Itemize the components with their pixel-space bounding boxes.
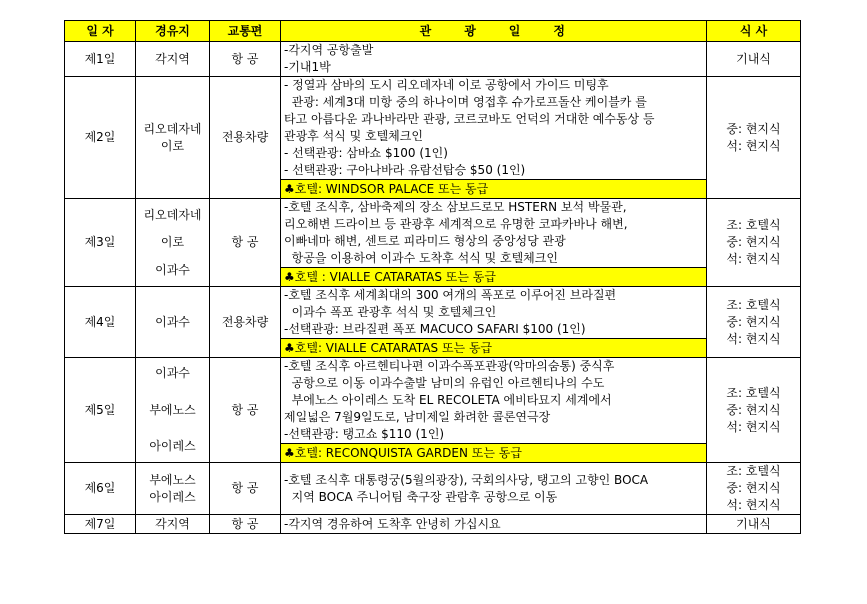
- route-stack: [139, 121, 206, 155]
- route-cell: [136, 77, 210, 199]
- hotel-cell: ♣호텔 : VIALLE CATARATAS 또는 동급: [281, 268, 707, 287]
- route-cell: [136, 42, 210, 77]
- route-line: 리오데자네: [143, 121, 202, 136]
- route-line: 이과수: [155, 262, 190, 277]
- meals-cell: [707, 42, 801, 77]
- meal-line: 중: 현지식: [726, 121, 781, 136]
- route-stack: [139, 516, 206, 533]
- meals-cell: [707, 199, 801, 287]
- hotel-cell: ♣호텔: WINDSOR PALACE 또는 동급: [281, 180, 707, 199]
- transport-cell: 항 공: [210, 463, 281, 515]
- schedule-line: 타고 아름다운 과나바라만 관광, 코르코바도 언덕의 거대한 예수동상 등: [284, 112, 655, 126]
- header-route: 경유지: [136, 21, 210, 42]
- schedule-line: -호텔 조식후, 삼바축제의 장소 삼보드로모 HSTERN 보석 박물관,: [284, 200, 627, 214]
- route-stack: [139, 51, 206, 68]
- day-cell: 제1일: [65, 42, 136, 77]
- transport-cell: 전용차량: [210, 287, 281, 358]
- schedule-line: -선택관광: 탱고쇼 $110 (1인): [284, 427, 445, 441]
- header-row: [65, 21, 801, 42]
- day-cell: 제2일: [65, 77, 136, 199]
- schedule-line: -기내1박: [284, 60, 331, 74]
- route-stack: [139, 365, 206, 455]
- meal-line: 조: 호텔식: [726, 297, 781, 312]
- schedule-line: -각지역 경유하여 도착후 안녕히 가십시요: [284, 516, 501, 531]
- schedule-line: -각지역 공항출발: [284, 43, 374, 57]
- schedule-cell: [281, 515, 707, 534]
- schedule-line: 지역 BOCA 주니어팀 축구장 관람후 공항으로 이동: [284, 489, 558, 504]
- schedule-cell: [281, 77, 707, 180]
- route-line: 아이레스: [149, 439, 196, 453]
- route-line: 이과수: [155, 366, 190, 380]
- day-cell: 제7일: [65, 515, 136, 534]
- schedule-line: 부에노스 아이레스 도착 EL RECOLETA 에비타묘지 세계에서: [284, 393, 612, 407]
- route-stack: [139, 207, 206, 279]
- schedule-line: -호텔 조식후 세계최대의 300 여개의 폭포로 이루어진 브라질편: [284, 288, 617, 302]
- meals-cell: [707, 515, 801, 534]
- itinerary-table: [64, 20, 801, 534]
- schedule-line: -호텔 조식후 대통령궁(5월의광장), 국회의사당, 탱고의 고향인 BOCA: [284, 472, 649, 487]
- route-line: 이로: [160, 235, 185, 249]
- schedule-line: 항공을 이용하여 이과수 도착후 석식 및 호텔체크인: [284, 251, 558, 265]
- schedule-line: 공항으로 이동 이과수출발 남미의 유럽인 아르헨티나의 수도: [284, 376, 605, 390]
- meal-line: 석: 현지식: [726, 138, 781, 153]
- meal-line: 기내식: [736, 516, 771, 531]
- route-line: 각지역: [155, 51, 190, 66]
- meals-cell: [707, 463, 801, 515]
- schedule-line: 이과수 폭포 관광후 석식 및 호텔체크인: [284, 305, 497, 319]
- meals-cell: [707, 77, 801, 199]
- schedule-line: - 선택관광: 삼바쇼 $100 (1인): [284, 146, 448, 160]
- day-cell: 제4일: [65, 287, 136, 358]
- header-schedule: 관 광 일 정: [281, 21, 707, 42]
- meal-line: 조: 호텔식: [726, 464, 781, 478]
- route-cell: [136, 463, 210, 515]
- day-row: [65, 77, 801, 180]
- route-cell: [136, 199, 210, 287]
- schedule-line: -호텔 조식후 아르헨티나편 이과수폭포관광(악마의숨통) 중식후: [284, 359, 615, 373]
- route-cell: [136, 358, 210, 463]
- meal-line: 중: 현지식: [726, 402, 781, 417]
- day-row: [65, 199, 801, 268]
- meal-line: 기내식: [736, 51, 771, 66]
- meal-line: 조: 호텔식: [726, 218, 781, 232]
- schedule-line: - 선택관광: 구아나바라 유람선탑승 $50 (1인): [284, 163, 526, 177]
- hotel-cell: ♣호텔: RECONQUISTA GARDEN 또는 동급: [281, 444, 707, 463]
- day-row: [65, 515, 801, 534]
- route-line: 부에노스: [149, 472, 196, 487]
- header-day: 일 자: [65, 21, 136, 42]
- meal-line: 석: 현지식: [726, 331, 781, 346]
- schedule-line: - 정열과 삼바의 도시 리오데자네 이로 공항에서 가이드 미팅후: [284, 78, 609, 92]
- meal-line: 중: 현지식: [726, 235, 781, 249]
- day-row: [65, 42, 801, 77]
- meal-line: 중: 현지식: [726, 314, 781, 329]
- route-cell: [136, 287, 210, 358]
- route-line: 아이레스: [149, 489, 196, 504]
- schedule-line: 리오해변 드라이브 등 관광후 세계적으로 유명한 코파카바나 해변,: [284, 217, 628, 231]
- transport-cell: 항 공: [210, 42, 281, 77]
- schedule-cell: [281, 463, 707, 515]
- schedule-cell: [281, 42, 707, 77]
- day-cell: 제3일: [65, 199, 136, 287]
- meal-line: 석: 현지식: [726, 252, 781, 266]
- schedule-line: 관광: 세계3대 미항 중의 하나이며 영접후 슈가로프돌산 케이블카 를: [284, 95, 647, 109]
- day-row: [65, 358, 801, 444]
- route-line: 이로: [160, 138, 185, 153]
- meal-line: 석: 현지식: [726, 419, 781, 434]
- transport-cell: 전용차량: [210, 77, 281, 199]
- meal-line: 조: 호텔식: [726, 385, 781, 400]
- meals-cell: [707, 358, 801, 463]
- transport-cell: 항 공: [210, 358, 281, 463]
- schedule-cell: [281, 199, 707, 268]
- day-cell: 제6일: [65, 463, 136, 515]
- schedule-line: 이빠네마 해변, 센트로 피라미드 형상의 중앙성당 관광: [284, 234, 566, 248]
- header-transport: 교통편: [210, 21, 281, 42]
- route-line: 리오데자네: [143, 207, 202, 222]
- meals-cell: [707, 287, 801, 358]
- route-stack: [139, 472, 206, 506]
- schedule-line: 제일넓은 7월9일도로, 남미제일 화려한 콜론연극장: [284, 410, 551, 424]
- route-line: 각지역: [155, 516, 190, 531]
- route-stack: [139, 314, 206, 331]
- header-meals: 식 사: [707, 21, 801, 42]
- transport-cell: 항 공: [210, 199, 281, 287]
- transport-cell: 항 공: [210, 515, 281, 534]
- day-row: [65, 463, 801, 515]
- hotel-cell: ♣호텔: VIALLE CATARATAS 또는 동급: [281, 339, 707, 358]
- schedule-line: -선택관광: 브라질편 폭포 MACUCO SAFARI $100 (1인): [284, 322, 586, 336]
- meal-line: 석: 현지식: [726, 498, 781, 512]
- meal-line: 중: 현지식: [726, 481, 781, 495]
- day-row: [65, 287, 801, 339]
- route-cell: [136, 515, 210, 534]
- schedule-line: 관광후 석식 및 호텔체크인: [284, 129, 423, 143]
- day-cell: 제5일: [65, 358, 136, 463]
- route-line: 이과수: [155, 314, 190, 329]
- schedule-cell: [281, 287, 707, 339]
- route-line: 부에노스: [149, 402, 196, 417]
- schedule-cell: [281, 358, 707, 444]
